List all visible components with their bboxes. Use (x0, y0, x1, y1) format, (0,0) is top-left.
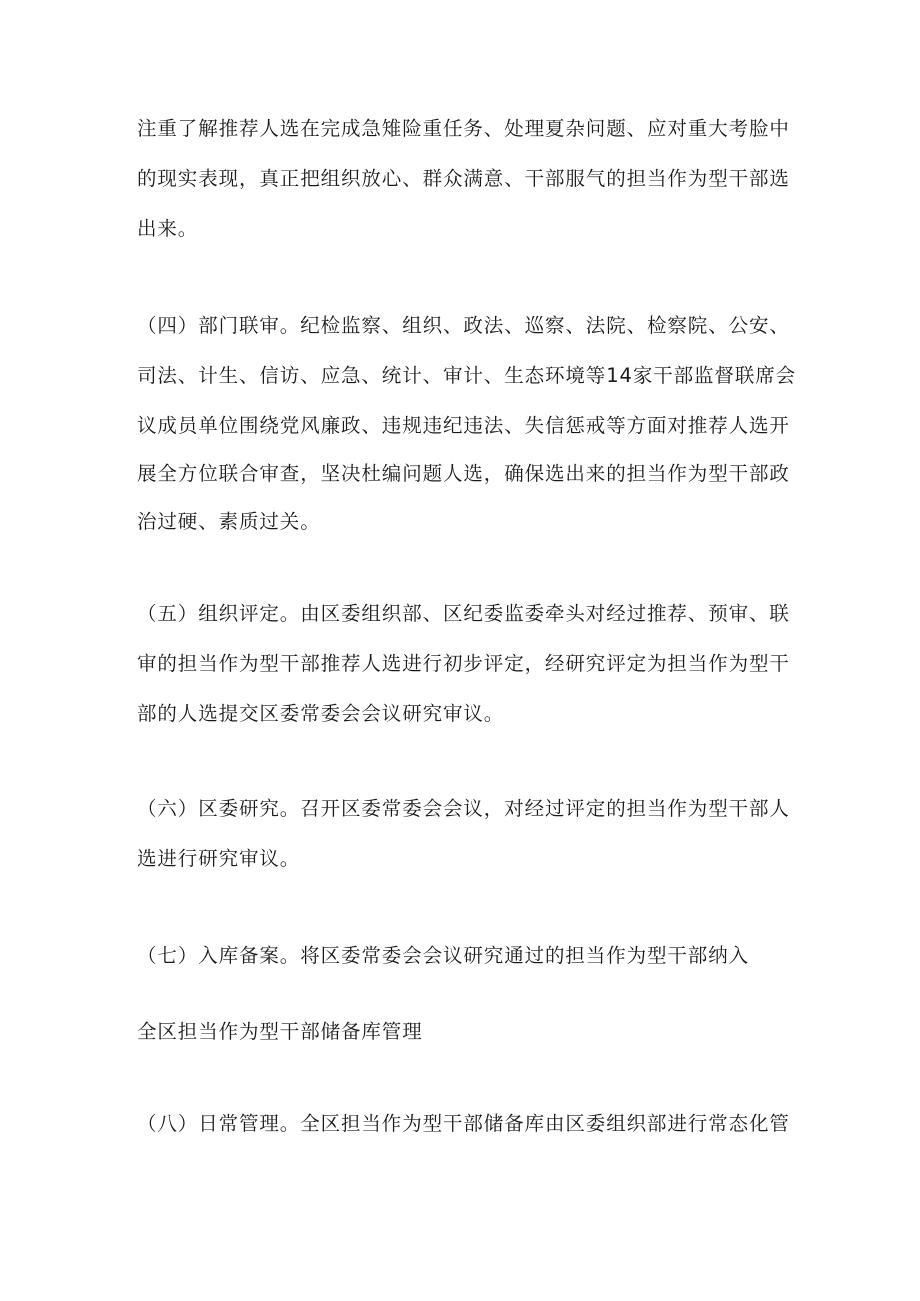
text-line: （七）入库备案。将区委常委会会议研究通过的担当作为型干部纳入 (137, 944, 750, 967)
text-line: 审的担当作为型干部推荐人选进行初步评定，经研究评定为担当作为型干 (137, 652, 790, 675)
text-line: 选进行研究审议。 (137, 847, 301, 870)
text-line: 注重了解推荐人选在完成急雉险重任务、处理夏杂问题、应对重大考脸中 (137, 117, 790, 140)
text-line: （八）日常管理。全区担当作为型干部储备库由区委组织部进行常态化管 (137, 1112, 790, 1135)
text-line: 的现实表现，真正把组织放心、群众满意、干部服气的担当作为型干部选 (137, 167, 790, 190)
text-line: 议成员单位围绕党风廉政、违规违纪违法、失信惩戒等方面对推荐人选开 (137, 414, 790, 437)
text-line: 治过硬、素质过关。 (137, 510, 321, 533)
text-line: 出来。 (137, 217, 199, 240)
text-line: 部的人选提交区委常委会会议研究审议。 (137, 702, 505, 725)
text-line: 展全方位联合审查，坚决杜编问题人选，确保选出来的担当作为型干部政 (137, 462, 790, 485)
text-line: （六）区委研究。召开区委常委会会议，对经过评定的担当作为型干部人 (137, 797, 790, 820)
text-line: 司法、计生、信访、应急、统计、审计、生态环境等14家干部监督联席会 (137, 364, 797, 387)
text-line: （五）组织评定。由区委组织部、区纪委监委牵头对经过推荐、预审、联 (137, 602, 790, 625)
text-line: 全区担当作为型干部储备库管理 (137, 1020, 423, 1043)
text-line: （四）部门联审。纪检监察、组织、政法、巡察、法院、检察院、公安、 (137, 314, 790, 337)
